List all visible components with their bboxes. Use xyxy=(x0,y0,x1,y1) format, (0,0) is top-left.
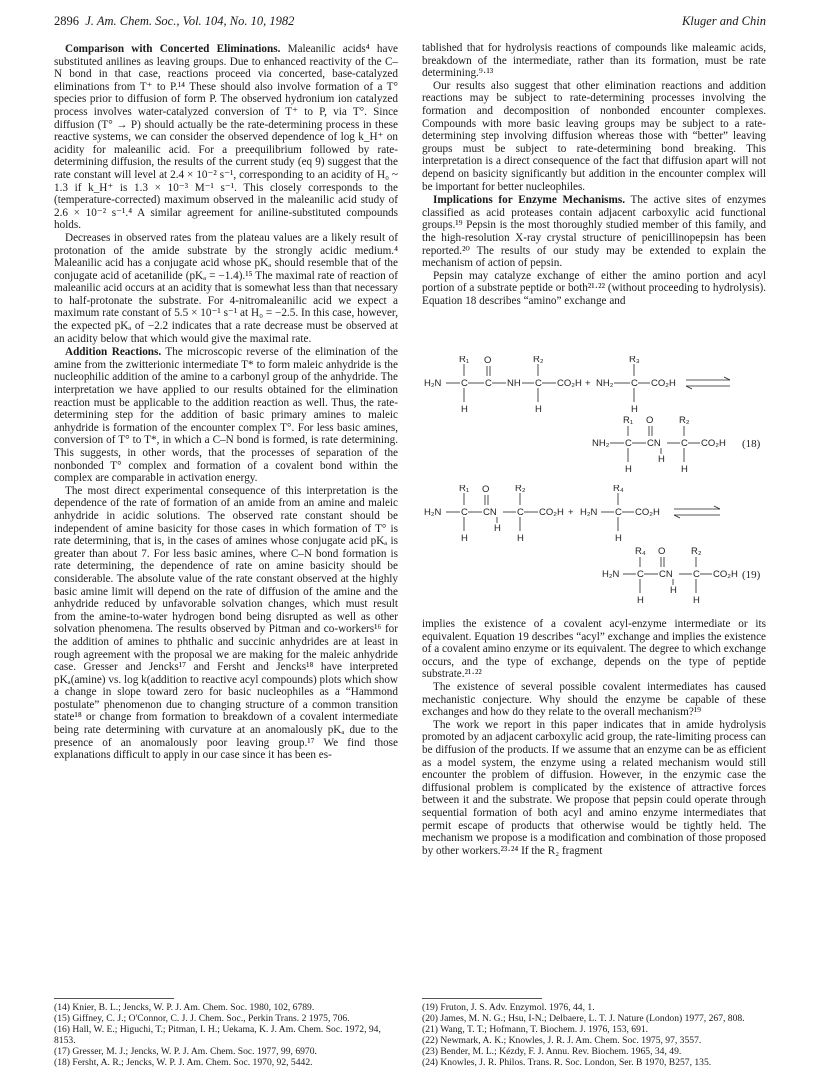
paragraph xyxy=(422,681,766,719)
eq19-prod-h1: H xyxy=(637,595,644,606)
eq19-prod-co2h: CO₂H xyxy=(713,569,738,580)
eq18-r1: R₁ xyxy=(459,356,470,365)
eq18-nh2: NH₂ xyxy=(596,378,614,389)
paragraph xyxy=(54,232,398,345)
eq18-prod-r1: R₁ xyxy=(623,415,634,426)
journal-citation: J. Am. Chem. Soc., Vol. 104, No. 10, 1982 xyxy=(85,14,295,28)
eq18-c1: C xyxy=(461,378,468,389)
eq19-h3: H xyxy=(615,533,622,544)
left-column xyxy=(54,42,398,762)
paragraph-text: implies the existence of a covalent acyl-enzyme intermediate or its equivalent. Equation 19 describes “acyl” exchange and implies the existence of a covalent amino enzyme or its equivalent. The degree to which exchange occurs, and the type of exchange, depends on the type of peptide substrate.²¹·²² xyxy=(422,618,766,681)
right-column-top xyxy=(422,42,766,307)
eq18-prod-h2: H xyxy=(681,464,688,475)
paragraph xyxy=(54,346,398,485)
eq19-c1: C xyxy=(461,507,468,518)
eq19-cn: CN xyxy=(483,507,497,518)
eq19-co2h1: CO₂H xyxy=(539,507,564,518)
eq18-prod-cn: CN xyxy=(647,438,661,449)
eq19-h1: H xyxy=(461,533,468,544)
paragraph-text: Our results also suggest that other elimination reactions and addition reactions may be subject to rate-determining processes involving the formation and decomposition of nonbonded encounter complexes. Compounds with more basic leaving groups may be subject to a rate-determining step involving diffusion whereas those with “better” leaving groups must be subject to rate-determining bond breaking. This interpretation is a direct consequence of the fact that diffusion apart will not depend on basicity significantly but addition in the encounter complex will be important for better nucleophiles. xyxy=(422,79,766,193)
paragraph xyxy=(422,42,766,80)
eq19-prod-nh-h: H xyxy=(670,585,677,596)
eq18-prod-c2: C xyxy=(681,438,688,449)
eq18-prod-nh-h: H xyxy=(658,454,665,465)
paragraph-text: The work we report in this paper indicates that in amide hydrolysis promoted by an adjacent carboxylic acid group, the rate-limiting process can be diffusion of the products. If we assume that an enzyme can be as efficient as a model system, the enzyme using a related mechanism would still encounter the problem of diffusion. However, in the enzymic case the diffusional problem is complicated by the existence of attractive forces between it and the substrate. We propose that pepsin could operate through sequential formation of both acyl and amino enzyme intermediates that permit escape of products that otherwise would be tightly held. The mechanism we propose is a modification and combination of those proposed by other workers.²³·²⁴ If the R₂ fragment xyxy=(422,718,766,857)
eq18-c2: C xyxy=(485,378,492,389)
paragraph xyxy=(422,719,766,858)
paragraph-text: The active sites of enzymes classified as acid proteases contain adjacent carboxylic acid functional groups.¹⁹ Pepsin is the most thoroughly studied member of this family, and the high-resolution X-ray crystal structure of penicillinopepsin has been reported.²⁰ The results of our study may be extended to explain the mechanism of action of pepsin. xyxy=(422,194,766,270)
equation-18 xyxy=(424,356,770,481)
page-number: 2896 xyxy=(54,14,79,28)
eq18-prod-nh2: NH₂ xyxy=(592,438,610,449)
eq18-h3: H xyxy=(631,404,638,415)
equation-19 xyxy=(424,485,770,613)
footnote: (17) Gresser, M. J.; Jencks, W. P. J. Am. Chem. Soc. 1977, 99, 6970. xyxy=(54,1045,317,1057)
eq19-c2: C xyxy=(517,507,524,518)
eq19-prod-cn: CN xyxy=(659,569,673,580)
eq19-prod-r4: R₄ xyxy=(635,546,646,557)
right-column-bottom xyxy=(422,618,766,857)
eq18-o1: O xyxy=(484,356,492,366)
eq19-plus: + xyxy=(568,507,574,518)
header-left xyxy=(54,14,294,29)
eq18-r2: R₂ xyxy=(533,356,544,365)
eq18-co2h1: CO₂H xyxy=(557,378,582,389)
eq19-nh-h: H xyxy=(494,523,501,534)
eq19-c3: C xyxy=(615,507,622,518)
paragraph-text: The most direct experimental consequence of this interpretation is the dependence of the rate of formation of an amide from an amine and maleic anhydride in acidic solutions. The observed rate constant should be independent of amine basicity for those cases in which formation of T° is rate determining, that is, in the cases of amines whose conjugate acid pKₐ is greater than about 7. For less basic amines, where C–N bond formation is rate determining, the dependence of rate on amine basicity should be considerable. The absolute value of the rate constant observed at the highly basic amine limit will depend on the rate of diffusion of the amine and the anhydride reduced by unfavorable solvation changes, which must result from the amine-to-water hydrogen bond being disrupted as well as other solvation phenomena. The results observed by Pitman and co-workers¹⁶ for the addition of amines to phthalic and succinic anhydrides are at least in rough agreement with the proposal we are making for the maleic anhydride case. Gresser and Jencks¹⁷ and Fersht and Jencks¹⁸ have interpreted pKₐ(amine) vs. log k(addition to reactive acyl compounds) plots which show a change in slope toward zero for basic nucleophiles as a “Hammond postulate” phenomenon due to changing structure of a common transition state¹⁸ or change from formation to breakdown of a covalent intermediate being rate determining with curvature at an anomalously pKₐ due to the presence of an anomalously poor leaving group.¹⁷ We find those explanations difficult to apply in our case since it has been es- xyxy=(54,484,398,762)
paragraph xyxy=(422,618,766,681)
eq19-h2: H xyxy=(517,533,524,544)
eq18-plus: + xyxy=(585,378,591,389)
eq19-prod-h2n: H₂N xyxy=(602,569,620,580)
eq18-h2: H xyxy=(535,404,542,415)
footnotes-right xyxy=(422,1003,766,1068)
footnote: (18) Fersht, A. R.; Jencks, W. P. J. Am. Chem. Soc. 1970, 92, 5442. xyxy=(54,1056,313,1068)
paragraph-text: Decreases in observed rates from the plateau values are a likely result of protonation of the amide substrate by the strongly acidic medium.⁴ Maleanilic acid has a conjugate acid whose pKₐ should resemble that of the conjugate acid of acetanilide (pKₐ = −1.4).¹⁵ The maximal rate of reaction of maleanilic acid occurs at an acidity that is somewhat less than that necessary to half-protonate the substrate. For 4-nitromaleanilic acid we expect a maximum rate constant of 5.5 × 10⁻¹ s⁻¹ at H₀ = −2.5. In this case, however, the expected pKₐ of −2.2 indicates that a rate decrease must be observed at an acidity below that which would give the maximal rate. xyxy=(54,231,398,345)
section-heading: Implications for Enzyme Mechanisms. xyxy=(433,194,625,207)
eq19-r2: R₂ xyxy=(515,485,526,494)
footnote: (20) James, M. N. G.; Hsu, I-N.; Delbaere, L. T. J. Nature (London) 1977, 267, 808. xyxy=(422,1012,745,1024)
eq18-r3: R₃ xyxy=(629,356,640,365)
eq19-prod-o: O xyxy=(658,546,666,557)
footnote: (22) Newmark, A. K.; Knowles, J. R. J. Am. Chem. Soc. 1975, 97, 3557. xyxy=(422,1034,702,1046)
eq18-h1: H xyxy=(461,404,468,415)
footnotes-left xyxy=(54,1003,398,1068)
eq19-h2n-2: H₂N xyxy=(580,507,598,518)
paragraph xyxy=(422,270,766,308)
paragraph-text: The microscopic reverse of the elimination of the amine from the zwitterionic intermediate T* to form maleic anhydride is the nucleophilic addition of the amine to a carbonyl group of the anhydride. The interpretation we have applied to our results obtained for the elimination reaction must be applicable to the addition reaction as well. Thus, the rate-determining step for the addition of basic primary amines to maleic anhydride is formation of the encounter complex T°. For less basic amines, conversion of T° to T*, in which a C–N bond is formed, is rate determining. This suggests, in other words, that the processes of separation of the nonbonded T° complex and formation of a covalent bond within the complex are comparable in activation energy. xyxy=(54,346,398,485)
eq18-prod-o: O xyxy=(646,415,654,426)
footnote: (21) Wang, T. T.; Hofmann, T. Biochem. J. 1976, 153, 691. xyxy=(422,1023,649,1035)
eq19-prod-h2: H xyxy=(693,595,700,606)
eq19-prod-r2: R₂ xyxy=(691,546,702,557)
footnote: (16) Hall, W. E.; Higuchi, T.; Pitman, I. H.; Uekama, K. J. Am. Chem. Soc. 1972, 94, 8153. xyxy=(54,1023,381,1046)
eq18-prod-co2h: CO₂H xyxy=(701,438,726,449)
footnote-rule-left xyxy=(54,998,174,999)
eq19-label: (19) xyxy=(742,569,761,581)
paragraph-text: Maleanilic acids⁴ have substituted anilines as leaving groups. Due to enhanced reactivity of the C–N bond in that case, reactions proceed via concerted, base-catalyzed eliminations from T⁺ to P.¹⁴ These should also involve formation of a T° species prior to diffusion of form P. The observed hydronium ion catalyzed process involves water-catalyzed conversion of T⁺ to P, via T°. Since diffusion (T° → P) should actually be the rate-determining process in these reactive systems, we can consider the observed dependence of log k_H⁺ on acidity for maleanilic acid. For a preequilibrium followed by rate-determining diffusion, the results of the current study (eq 9) suggest that the rate constant will level at 2.4 × 10⁻² s⁻¹, corresponding to an acidity of H₀ ~ 1.3 if k_H⁺ is 1.3 × 10⁻³ M⁻¹ s⁻¹. This closely corresponds to the (temperature-corrected) maximum observed in the maleanilic acid study of 2.6 × 10⁻² s⁻¹.⁴ A similar agreement for aniline-substituted compounds holds. xyxy=(54,43,398,232)
eq18-h2n: H₂N xyxy=(424,378,442,389)
eq18-co2h2: CO₂H xyxy=(651,378,676,389)
eq18-prod-c1: C xyxy=(625,438,632,449)
paragraph xyxy=(422,80,766,193)
eq19-r1: R₁ xyxy=(459,485,470,494)
eq19-h2n: H₂N xyxy=(424,507,442,518)
eq18-label: (18) xyxy=(742,438,761,450)
eq19-prod-c1: C xyxy=(637,569,644,580)
eq18-prod-h1: H xyxy=(625,464,632,475)
paragraph-text: Pepsin may catalyze exchange of either the amino portion and acyl portion of a substrate peptide or both²¹·²² (without proceeding to hydrolysis). Equation 18 describes “amino” exchange and xyxy=(422,269,766,307)
footnote: (23) Bender, M. L.; Kézdy, F. J. Annu. Rev. Biochem. 1965, 34, 49. xyxy=(422,1045,682,1057)
section-heading: Comparison with Concerted Eliminations. xyxy=(65,43,281,55)
eq18-nh: NH xyxy=(507,378,521,389)
paragraph-text: tablished that for hydrolysis reactions of compounds like maleamic acids, breakdown of the intermediate, rather than its formation, must be rate determining.⁹·¹³ xyxy=(422,42,766,80)
footnote: (24) Knowles, J. R. Philos. Trans. R. Soc. London, Ser. B 1970, B257, 135. xyxy=(422,1056,712,1068)
header-authors: Kluger and Chin xyxy=(681,14,766,28)
footnote: (14) Knier, B. L.; Jencks, W. P. J. Am. Chem. Soc. 1980, 102, 6789. xyxy=(54,1002,315,1013)
paragraph xyxy=(422,194,766,270)
eq19-o1: O xyxy=(482,485,490,495)
running-header xyxy=(54,14,766,30)
footnote-rule-right xyxy=(422,998,542,999)
eq18-c3: C xyxy=(535,378,542,389)
eq19-r4: R₄ xyxy=(613,485,624,494)
section-heading: Addition Reactions. xyxy=(65,346,162,359)
eq19-prod-c2: C xyxy=(693,569,700,580)
paragraph xyxy=(54,485,398,762)
footnote: (15) Giffney, C. J.; O'Connor, C. J. J. Chem. Soc., Perkin Trans. 2 1975, 706. xyxy=(54,1012,350,1024)
eq18-c4: C xyxy=(631,378,638,389)
footnote: (19) Fruton, J. S. Adv. Enzymol. 1976, 44, 1. xyxy=(422,1002,595,1013)
paragraph-text: The existence of several possible covalent intermediates has caused mechanistic conjecture. Why should the enzyme be capable of these exchanges and how do they relate to the overall mechanism?¹⁹ xyxy=(422,680,766,719)
paragraph xyxy=(54,43,398,232)
eq19-co2h2: CO₂H xyxy=(635,507,660,518)
eq18-prod-r2: R₂ xyxy=(679,415,690,426)
